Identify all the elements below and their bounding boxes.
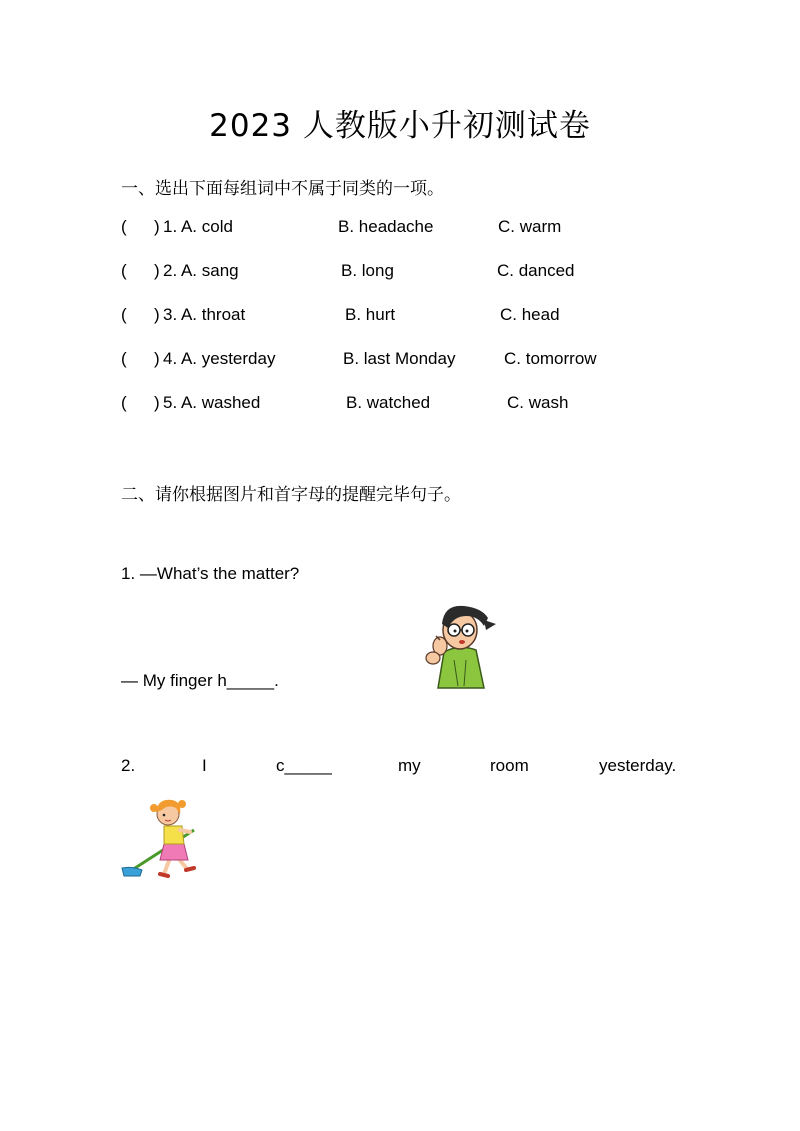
question-row-4 <box>121 349 721 371</box>
answer-paren-close: ) <box>154 217 160 236</box>
question-option-b: B. long <box>341 261 394 280</box>
question-option-a: 3. A. throat <box>163 305 246 324</box>
answer-paren-close: ) <box>154 393 160 412</box>
question-option-b: B. headache <box>338 217 434 236</box>
question-option-a: 1. A. cold <box>163 217 233 236</box>
question-row-2 <box>121 261 721 283</box>
question-option-c: C. wash <box>507 393 569 412</box>
section1-heading: 一、选出下面每组词中不属于同类的一项。 <box>121 179 444 199</box>
question-option-b: B. watched <box>346 393 431 412</box>
question-option-b: B. hurt <box>345 305 396 324</box>
section2-heading: 二、请你根据图片和首字母的提醒完毕句子。 <box>121 485 461 505</box>
question-row-3 <box>121 305 721 327</box>
answer-paren-open: ( <box>121 393 127 412</box>
answer-paren-open: ( <box>121 217 127 236</box>
q2-word-i: I <box>202 756 207 775</box>
q1-answer-line: — My finger h_____. <box>121 671 279 690</box>
answer-paren-close: ) <box>154 305 160 324</box>
question-option-c: C. tomorrow <box>504 349 597 368</box>
girl-cleaning-image <box>118 796 204 882</box>
question-option-c: C. danced <box>497 261 575 280</box>
q1-question-line: 1. —What’s the matter? <box>121 564 300 583</box>
answer-paren-open: ( <box>121 349 127 368</box>
q2-word-yesterday: yesterday. <box>599 756 677 775</box>
question-row-1 <box>121 217 721 239</box>
question-option-a: 5. A. washed <box>163 393 261 412</box>
q2-word-my: my <box>398 756 421 775</box>
q2-number: 2. <box>121 756 136 775</box>
boy-finger-hurt-image <box>414 600 504 690</box>
q2-word-blank: c_____ <box>276 756 332 775</box>
page-title: 2023 人教版小升初测试卷 <box>209 108 591 144</box>
question-option-a: 4. A. yesterday <box>163 349 276 368</box>
answer-paren-open: ( <box>121 261 127 280</box>
q2-word-room: room <box>490 756 529 775</box>
answer-paren-close: ) <box>154 349 160 368</box>
answer-paren-close: ) <box>154 261 160 280</box>
question-option-a: 2. A. sang <box>163 261 239 280</box>
answer-paren-open: ( <box>121 305 127 324</box>
question-option-b: B. last Monday <box>343 349 456 368</box>
question-option-c: C. warm <box>498 217 562 236</box>
question-row-5 <box>121 393 721 415</box>
question-option-c: C. head <box>500 305 560 324</box>
